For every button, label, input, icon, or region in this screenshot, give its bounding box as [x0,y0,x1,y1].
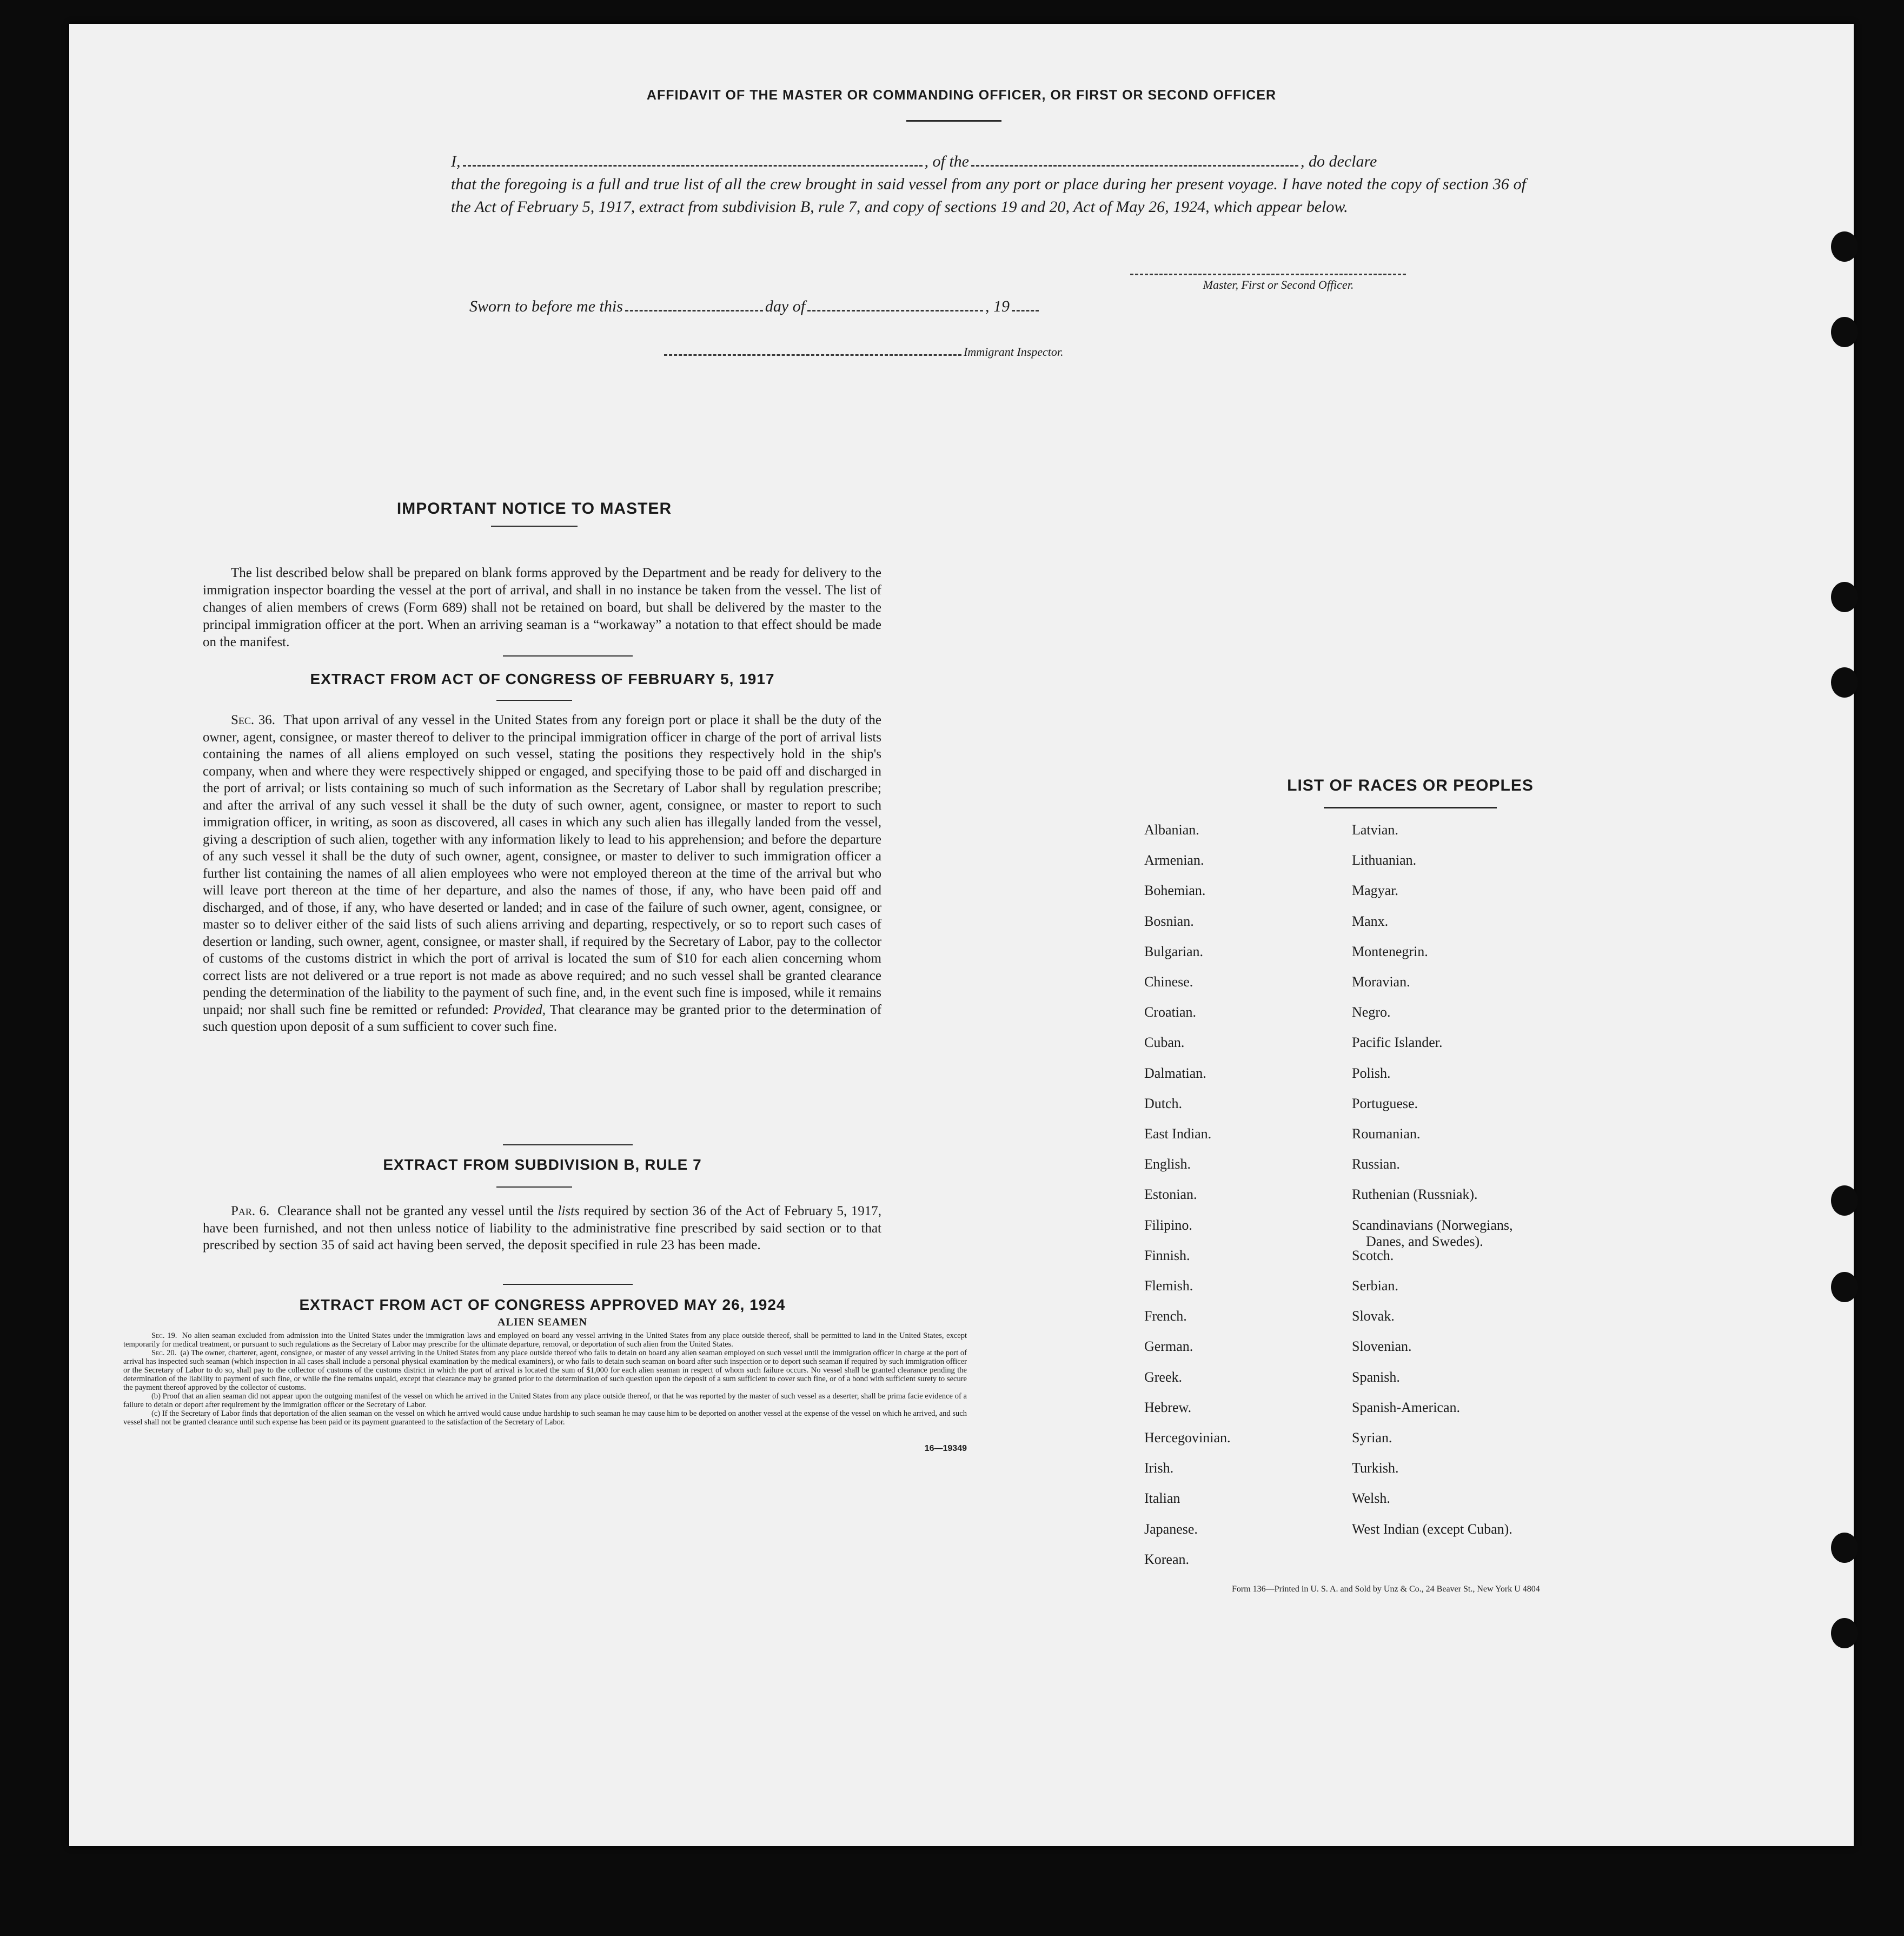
inspector-label: Immigrant Inspector. [964,345,1064,359]
punch-hole [1831,1618,1858,1648]
race-item: Italian [1144,1490,1180,1507]
notice-underline [491,526,578,527]
affidavit-title: AFFIDAVIT OF THE MASTER OR COMMANDING OFFICER, OR FIRST OR SECOND OFFICER [646,88,1277,103]
punch-hole [1831,231,1858,262]
sec-19-text: No alien seaman excluded from admission into the United States under the immigration laws and employed on board any vessel arriving in the United States from any place outside thereof, shall be permitted to land in the United States, except temporarily for medical treatment, or pursuant to such regulations as the Secretary of Labor may prescribe for the ultimate departure, removal, or deportation of such alien from the United States. [123,1331,967,1349]
race-item: Danes, and Swedes). [1366,1233,1483,1249]
race-item: West Indian (except Cuban). [1352,1521,1512,1537]
title-underline [906,120,1001,122]
race-item: French. [1144,1308,1187,1324]
races-underline [1324,807,1497,808]
sworn-day-label: day of [765,297,806,315]
act-1924-title: EXTRACT FROM ACT OF CONGRESS APPROVED MAY 26, 1924 [299,1296,786,1313]
race-item: Cuban. [1144,1035,1185,1051]
race-item: Syrian. [1352,1430,1392,1446]
sec-20b-text: (b) Proof that an alien seaman did not appear upon the outgoing manifest of the vessel on which he arrived in the United States from any place outside thereof, or that he was reported by the master of such vessel as a deserter, shall be prima facie evidence of a failure to detain or deport after requirement by the immigration officer or the Secretary of Labor. [123,1392,967,1409]
notice-title: IMPORTANT NOTICE TO MASTER [396,500,672,518]
sec-20a-text: (a) The owner, charterer, agent, consignee, or master of any vessel arriving in the United States from any place outside thereof who fails to detain on board any alien seaman employed on such vessel until the immigration officer in charge at the port of arrival has inspected such seaman (which inspection in all cases shall include a personal physical examination by the medical examiners), or who fails to detain such seaman on board after such inspection or to deport such seaman if required by such immigration officer or the Secretary of Labor to do so, shall pay to the collector of customs of the customs district in which the port of arrival is located the sum of $1,000 for each alien seaman in respect of whom such failure occurs. No vessel shall be granted clearance pending the determination of the liability to payment of such fine, or while the fine remains unpaid, except that clearance may be granted prior to the determination of such question upon the deposit of a sum sufficient to cover such fine, or of a bond with sufficient surety to secure the payment thereof approved by the collector of customs. [123,1349,967,1392]
race-item: Dutch. [1144,1095,1183,1111]
declare-label: , do declare [1301,153,1377,170]
race-item: Estonian. [1144,1186,1197,1203]
race-item: Pacific Islander. [1352,1035,1443,1051]
race-item: Negro. [1352,1004,1391,1020]
notice-body: The list described below shall be prepared on blank forms approved by the Department and be ready for delivery to the immigration inspector boarding the vessel at the port of arrival, and shall in no instance be taken from the vessel. The list of changes of alien members of crews (Form 689) shall not be retained on board, but shall be delivered by the master to the principal immigration officer at the port. When an arriving seaman is a “workaway” a notation to that effect should be made on the manifest. [203,566,881,649]
race-item: Roumanian. [1352,1126,1421,1142]
race-item: Turkish. [1352,1460,1399,1476]
act-1917-underline [496,700,572,701]
race-item: Latvian. [1352,822,1398,838]
section-divider [503,1284,633,1285]
race-item: Albanian. [1144,822,1199,838]
race-item: Hebrew. [1144,1399,1192,1415]
act-1917-title: EXTRACT FROM ACT OF CONGRESS OF FEBRUARY 5, 1917 [310,671,775,687]
printer-imprint: Form 136—Printed in U. S. A. and Sold by Unz & Co., 24 Beaver St., New York U 4804 [1232,1584,1540,1594]
par-6-label: Par. 6. [231,1204,270,1218]
race-item: German. [1144,1338,1193,1355]
sworn-day-field[interactable] [625,310,763,311]
race-item: Finnish. [1144,1247,1190,1263]
rule-7-body: Par. 6. Clearance shall not be granted any vessel until the lists required by section 36 of the Act of February 5, 1917, have been furnished, and not then unless notice of liability to the administrative fine prescribed by said section or to that prescribed by section 35 of said act having been served, the deposit specified in rule 23 has been made. [203,1204,881,1252]
act-1917-body [203,712,881,1036]
sworn-year-field[interactable] [1012,310,1039,311]
race-item: Lithuanian. [1352,852,1417,868]
document-page [69,24,1854,1846]
declaration-body: that the foregoing is a full and true list of all the crew brought in said vessel from any port or place during her present voyage. I have noted the copy of section 36 of the Act of February 5, 1917, extract from subdivision B, rule 7, and copy of sections 19 and 20, Act of May 26, 1924, which appear below. [451,175,1526,216]
race-item: Irish. [1144,1460,1174,1476]
race-item: Spanish. [1352,1369,1400,1385]
race-item: Hercegovinian. [1144,1430,1231,1446]
punch-hole [1831,1185,1858,1216]
act-1924-body: Sec. 19. No alien seaman excluded from admission into the United States under the immigration laws and employed on board any vessel arriving in the United States from any place outside thereof, shall be permitted to land in the United States, except temporarily for medical treatment, or pursuant to such regulations as the Secretary of Labor may prescribe for the ultimate departure, removal, or deportation of such alien from the United States. Sec. 20. (a) The owner, charterer, agent, consignee, or master of any vessel arriving in the United States from any place outside thereof who fails to detain on board any alien seaman employed on such vessel until the immigration officer in charge at the port of arrival has inspected such seaman (which inspection in all cases shall include a personal physical examination by the medical examiners), or who fails to detain such seaman on board after such inspection or to deport such seaman if required by such immigration officer or the Secretary of Labor to do so, shall pay to the collector of customs of the customs district in which the port of arrival is located the sum of $1,000 for each alien seaman in respect of whom such failure occurs. No vessel shall be granted clearance pending the determination of the liability to payment of such fine, or while the fine remains unpaid, except that clearance may be granted prior to the determination of such question upon the deposit of a sum sufficient to cover such fine, or of a bond with sufficient surety to secure the payment thereof approved by the collector of customs. (b) Proof that an alien seaman did not appear upon the outgoing manifest of the vessel on which he arrived in the United States from any place outside thereof, or that he was reported by the master of such vessel as a deserter, shall be prima facie evidence of a failure to detain or deport after requirement by the immigration officer or the Secretary of Labor. (c) If the Secretary of Labor finds that deportation of the alien seaman on the vessel on which he arrived would cause undue hardship to such seaman he may cause him to be deported on another vessel at the expense of the vessel on which he arrived, and such vessel shall not be granted clearance until such expense has been paid or its payment guaranteed to the satisfaction of the Secretary of Labor. [123,1331,967,1427]
race-item: Japanese. [1144,1521,1198,1537]
declarant-name-field[interactable] [463,165,923,167]
race-item: Serbian. [1352,1278,1398,1294]
punch-hole [1831,667,1858,698]
signature-label: Master, First or Second Officer. [1203,278,1354,291]
section-divider [503,655,633,657]
race-item: Filipino. [1144,1217,1192,1233]
rule-7-title: EXTRACT FROM SUBDIVISION B, RULE 7 [383,1156,702,1173]
of-the-label: , of the [924,153,969,170]
punch-hole [1831,317,1858,347]
section-divider [503,1144,633,1145]
race-item: Moravian. [1352,974,1410,990]
provided-word: Provided, [493,1002,546,1017]
race-item: Magyar. [1352,883,1398,899]
race-item: Slovak. [1352,1308,1395,1324]
race-item: Russian. [1352,1156,1400,1172]
declarant-prefix: I, [451,153,461,170]
form-code: 16—19349 [924,1444,967,1453]
sec-36-text-end: That clearance may be granted prior to the determination of such question upon deposit of a sum sufficient to cover such fine. [203,1002,882,1034]
races-title: LIST OF RACES OR PEOPLES [1287,777,1534,794]
race-item: Welsh. [1352,1490,1390,1507]
sworn-month-field[interactable] [807,310,983,311]
race-item: Ruthenian (Russniak). [1352,1186,1478,1203]
punch-hole [1831,1272,1858,1302]
affidavit-declaration [451,150,1526,218]
sec-20c-text: (c) If the Secretary of Labor finds that deportation of the alien seaman on the vessel on which he arrived would cause undue hardship to such seaman he may cause him to be deported on another vessel at the expense of the vessel on which he arrived, and such vessel shall not be granted clearance until such expense has been paid or its payment guaranteed to the satisfaction of the Secretary of Labor. [123,1409,967,1427]
race-item: Bulgarian. [1144,943,1204,959]
sec-36-text: That upon arrival of any vessel in the United States from any foreign port or place it shall be the duty of the owner, agent, consignee, or master thereof to deliver to the principal immigration officer in charge of the port of arrival lists containing the names of all aliens employed on such vessel, stating the positions they respectively hold in the ship's company, when and where they were respectively shipped or engaged, and specifying those to be paid off and discharged in the port of arrival; or lists containing so much of such information as the Secretary of Labor shall by regulation prescribe; and after the arrival of any such vessel it shall be the duty of such owner, agent, consignee, or master to report to such immigration officer, in writing, as soon as discovered, all cases in which any such alien has illegally landed from the vessel, giving a description of such alien, together with any information likely to lead to his apprehension; and before the departure of any such vessel it shall be the duty of such owner, agent, consignee, or master to deliver to such immigration officer a further list containing the names of all alien employees who were not employed thereon at the time of the arrival but who will leave port thereon at the time of her departure, and also the names of those, if any, who have been paid off and discharged, and of those, if any, who have deserted or landed; and in case of the failure of such owner, agent, consignee, or master so to deliver either of the said lists of such aliens arriving and departing, respectively, or so to report such cases of desertion or landing, such owner, agent, consignee, or master shall, if required by the Secretary of Labor, pay to the collector of customs of the customs district in which the port of arrival is located the sum of $10 for each alien concerning whom correct lists are not delivered or a true report is not made as above required; and no such vessel shall be granted clearance pending the determination of the liability to the payment of such fine, and, in the event such fine is imposed, while it remains unpaid; nor shall such fine be remitted or refunded: [203,713,882,1017]
inspector-line [664,345,1064,359]
race-item: Manx. [1352,913,1389,929]
punch-hole [1831,582,1858,612]
race-item: Slovenian. [1352,1338,1412,1355]
race-item: Croatian. [1144,1004,1197,1020]
vessel-name-field[interactable] [971,165,1298,167]
punch-hole [1831,1533,1858,1563]
inspector-signature-field[interactable] [664,354,961,356]
race-item: English. [1144,1156,1191,1172]
declaration-line [451,150,1526,173]
sworn-prefix: Sworn to before me this [469,297,623,315]
race-item: Portuguese. [1352,1095,1418,1111]
sec-36-label: Sec. 36. [231,713,276,727]
act-1924-subtitle: ALIEN SEAMEN [497,1316,587,1328]
race-item: Armenian. [1144,852,1204,868]
rule-7-underline [496,1186,572,1188]
race-item: Bohemian. [1144,883,1206,899]
race-item: Scandinavians (Norwegians, [1352,1217,1513,1233]
lists-word: lists [558,1204,580,1218]
race-item: Flemish. [1144,1278,1193,1294]
sworn-line [469,297,1041,316]
race-item: Dalmatian. [1144,1065,1206,1081]
race-item: Korean. [1144,1551,1190,1567]
race-item: Scotch. [1352,1247,1394,1263]
race-item: East Indian. [1144,1126,1212,1142]
race-item: Greek. [1144,1369,1183,1385]
signature-line[interactable] [1130,274,1406,275]
race-item: Chinese. [1144,974,1193,990]
sworn-year-label: , 19 [985,297,1010,315]
race-item: Montenegrin. [1352,943,1428,959]
race-item: Polish. [1352,1065,1391,1081]
race-item: Bosnian. [1144,913,1194,929]
race-item: Spanish-American. [1352,1399,1461,1415]
